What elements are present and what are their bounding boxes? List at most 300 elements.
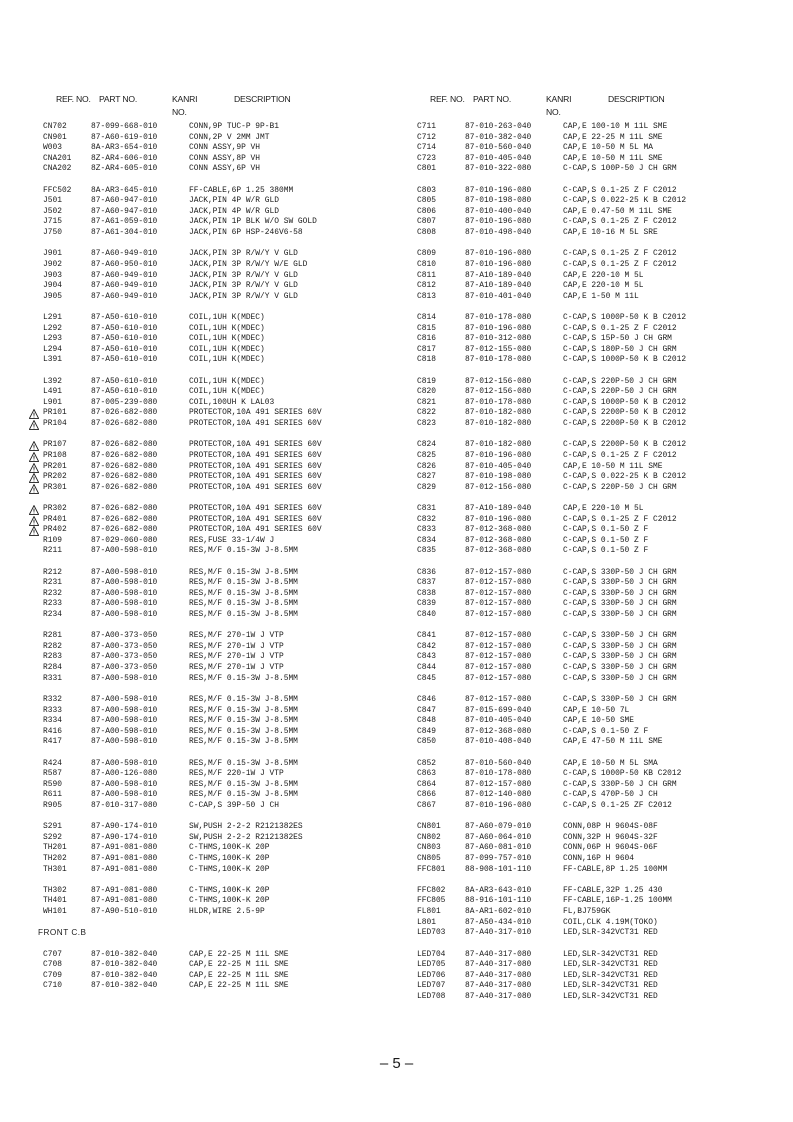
description: C-CAP,S 1000P-50 KB C2012 xyxy=(563,769,682,779)
description: RES,M/F 0.15-3W J-8.5MM xyxy=(189,588,298,598)
safety-warning-icon xyxy=(29,420,39,430)
table-row xyxy=(42,843,402,854)
ref-no: C839 xyxy=(417,599,436,609)
table-row xyxy=(42,950,402,961)
description: LED,SLR-342VCT31 RED xyxy=(563,928,658,938)
ref-no: C822 xyxy=(417,408,436,418)
table-row xyxy=(42,122,402,133)
ref-no: W003 xyxy=(43,143,62,153)
part-no: 87-A61-059-010 xyxy=(91,217,158,227)
table-row xyxy=(42,822,402,833)
part-no: 87-A60-949-010 xyxy=(91,270,158,280)
part-no: 87-012-156-080 xyxy=(465,387,532,397)
table-row xyxy=(42,695,402,706)
description: C-CAP,S 0.022-25 K B C2012 xyxy=(563,196,687,206)
ref-no: C845 xyxy=(417,673,436,683)
table-row xyxy=(42,164,402,175)
table-header xyxy=(42,94,402,120)
part-no: 87-A00-598-010 xyxy=(91,726,158,736)
description: JACK,PIN 6P HSP-246V6-58 xyxy=(189,228,303,238)
description: RES,M/F 220-1W J VTP xyxy=(189,769,284,779)
ref-no: FFC502 xyxy=(43,185,72,195)
description: C-CAP,S 1000P-50 K B C2012 xyxy=(563,355,687,365)
description: C-CAP,S 2200P-50 K B C2012 xyxy=(563,419,687,429)
table-row xyxy=(416,695,776,706)
part-no: 87-012-157-080 xyxy=(465,610,532,620)
ref-no: R212 xyxy=(43,567,62,577)
table-row xyxy=(416,536,776,547)
table-row xyxy=(416,186,776,197)
part-no: 87-A00-598-010 xyxy=(91,705,158,715)
ref-no: TH201 xyxy=(43,843,67,853)
row-spacer xyxy=(416,175,776,186)
part-no: 87-012-368-080 xyxy=(465,535,532,545)
part-no: 87-010-196-080 xyxy=(465,450,532,460)
description: C-CAP,S 330P-50 J CH GRM xyxy=(563,694,677,704)
description: SW,PUSH 2-2-2 R2121382ES xyxy=(189,832,303,842)
table-row xyxy=(42,217,402,228)
description: JACK,PIN 3P R/W/Y W/E GLD xyxy=(189,259,308,269)
ref-no: R417 xyxy=(43,737,62,747)
ref-no: C810 xyxy=(417,259,436,269)
table-row xyxy=(416,950,776,961)
ref-no: R232 xyxy=(43,588,62,598)
part-no: 87-A40-317-010 xyxy=(465,928,532,938)
safety-warning-icon xyxy=(29,526,39,536)
description: FF-CABLE,6P 1.25 380MM xyxy=(189,185,294,195)
ref-no: PR402 xyxy=(43,525,67,535)
description: C-CAP,S 2200P-50 K B C2012 xyxy=(563,408,687,418)
part-no: 87-A61-304-010 xyxy=(91,228,158,238)
table-row xyxy=(42,324,402,335)
table-row xyxy=(42,631,402,642)
part-no: 87-026-682-080 xyxy=(91,461,158,471)
description: RES,M/F 0.15-3W J-8.5MM xyxy=(189,716,298,726)
description: JACK,PIN 4P W/R GLD xyxy=(189,196,279,206)
ref-no: C816 xyxy=(417,334,436,344)
description: C-CAP,S 0.022-25 K B C2012 xyxy=(563,472,687,482)
ref-no: L293 xyxy=(43,334,62,344)
ref-no: C852 xyxy=(417,758,436,768)
header-kanri-no: NO. xyxy=(546,107,561,117)
description: CAP,E 22-25 M 11L SME xyxy=(563,132,663,142)
description: C-CAP,S 0.1-25 Z F C2012 xyxy=(563,217,677,227)
table-row xyxy=(42,154,402,165)
table-row xyxy=(42,292,402,303)
part-no: 87-A60-064-010 xyxy=(465,832,532,842)
part-no: 87-015-699-040 xyxy=(465,705,532,715)
ref-no: C808 xyxy=(417,228,436,238)
table-row xyxy=(42,207,402,218)
ref-no: C814 xyxy=(417,312,436,322)
table-row xyxy=(42,981,402,992)
description: CONN,16P H 9604 xyxy=(563,854,635,864)
part-no: 87-010-317-080 xyxy=(91,801,158,810)
part-no: 87-A00-126-080 xyxy=(91,769,158,779)
table-row xyxy=(42,483,402,494)
description: CAP,E 22-25 M 11L SME xyxy=(189,960,289,970)
table-row xyxy=(42,196,402,207)
part-no: 87-A40-317-080 xyxy=(465,981,532,991)
table-row xyxy=(42,440,402,451)
description: C-CAP,S 220P-50 J CH GRM xyxy=(563,482,677,492)
row-spacer xyxy=(42,493,402,504)
ref-no: S292 xyxy=(43,832,62,842)
part-no: 87-010-182-080 xyxy=(465,419,532,429)
table-row xyxy=(416,674,776,685)
table-row xyxy=(416,886,776,897)
ref-no: R283 xyxy=(43,652,62,662)
description: JACK,PIN 3P R/W/Y V GLD xyxy=(189,249,298,259)
table-row xyxy=(416,164,776,175)
description: PROTECTOR,10A 491 SERIES 60V xyxy=(189,503,322,513)
part-no: 87-A91-081-080 xyxy=(91,896,158,906)
header-ref-no: REF. NO. xyxy=(56,94,91,104)
table-row xyxy=(416,642,776,653)
ref-no: CN802 xyxy=(417,832,441,842)
ref-no: LED706 xyxy=(417,970,446,980)
row-spacer xyxy=(42,175,402,186)
part-no: 87-012-368-080 xyxy=(465,546,532,556)
ref-no: S291 xyxy=(43,822,62,832)
ref-no: J750 xyxy=(43,228,62,238)
description: C-CAP,S 330P-50 J CH GRM xyxy=(563,599,677,609)
ref-no: C815 xyxy=(417,323,436,333)
table-row xyxy=(42,737,402,748)
ref-no: L901 xyxy=(43,397,62,407)
table-row xyxy=(416,292,776,303)
row-spacer xyxy=(42,430,402,441)
description: C-CAP,S 330P-50 J CH GRM xyxy=(563,652,677,662)
ref-no: PR202 xyxy=(43,472,67,482)
ref-no: C841 xyxy=(417,631,436,641)
description: C-THMS,100K-K 20P xyxy=(189,896,270,906)
ref-no: C807 xyxy=(417,217,436,227)
table-row xyxy=(416,260,776,271)
description: JACK,PIN 4P W/R GLD xyxy=(189,206,279,216)
ref-no: C840 xyxy=(417,610,436,620)
part-no: 8A-AR3-654-010 xyxy=(91,143,158,153)
part-no: 87-A00-598-010 xyxy=(91,673,158,683)
table-header xyxy=(416,94,776,120)
part-no: 8Z-AR4-605-010 xyxy=(91,164,158,174)
part-no: 87-A60-947-010 xyxy=(91,196,158,206)
ref-no: L391 xyxy=(43,355,62,365)
table-row xyxy=(416,207,776,218)
description: PROTECTOR,10A 491 SERIES 60V xyxy=(189,482,322,492)
row-spacer xyxy=(416,812,776,823)
ref-no: C806 xyxy=(417,206,436,216)
table-row xyxy=(416,281,776,292)
ref-no: PR201 xyxy=(43,461,67,471)
table-row xyxy=(42,716,402,727)
part-no: 87-A50-610-010 xyxy=(91,344,158,354)
part-no: 87-026-682-080 xyxy=(91,525,158,535)
table-row xyxy=(42,398,402,409)
table-row xyxy=(416,462,776,473)
description: CAP,E 220-10 M 5L xyxy=(563,281,644,291)
part-no: 87-A90-174-010 xyxy=(91,822,158,832)
part-no: 87-A00-598-010 xyxy=(91,599,158,609)
part-no: 87-A10-189-040 xyxy=(465,281,532,291)
table-row xyxy=(416,355,776,366)
part-no: 87-012-157-080 xyxy=(465,641,532,651)
part-no: 87-010-322-080 xyxy=(465,164,532,174)
table-row xyxy=(416,228,776,239)
description: C-CAP,S 0.1-25 Z F C2012 xyxy=(563,514,677,524)
part-no: 87-A60-079-010 xyxy=(465,822,532,832)
table-row xyxy=(42,313,402,324)
description: C-CAP,S 330P-50 J CH GRM xyxy=(563,610,677,620)
ref-no: C826 xyxy=(417,461,436,471)
ref-no: CN702 xyxy=(43,122,67,131)
part-no: 87-010-382-040 xyxy=(91,970,158,980)
description: C-THMS,100K-K 20P xyxy=(189,885,270,895)
description: C-CAP,S 0.1-25 Z F C2012 xyxy=(563,185,677,195)
ref-no: R211 xyxy=(43,546,62,556)
table-row xyxy=(416,833,776,844)
description: C-CAP,S 0.1-25 Z F C2012 xyxy=(563,259,677,269)
header-ref-no: REF. NO. xyxy=(430,94,465,104)
ref-no: C831 xyxy=(417,503,436,513)
ref-no: C832 xyxy=(417,514,436,524)
table-row xyxy=(416,599,776,610)
ref-no: R109 xyxy=(43,535,62,545)
description: PROTECTOR,10A 491 SERIES 60V xyxy=(189,440,322,450)
part-no: 87-010-196-080 xyxy=(465,185,532,195)
part-no: 87-012-157-080 xyxy=(465,588,532,598)
part-no: 87-010-263-040 xyxy=(465,122,532,131)
description: CONN,32P H 9604S-32F xyxy=(563,832,658,842)
table-row xyxy=(42,971,402,982)
ref-no: WH101 xyxy=(43,907,67,917)
table-row xyxy=(416,546,776,557)
part-no: 87-A60-949-010 xyxy=(91,291,158,301)
ref-no: C864 xyxy=(417,779,436,789)
ref-no: R231 xyxy=(43,578,62,588)
description: JACK,PIN 3P R/W/Y V GLD xyxy=(189,281,298,291)
part-no: 87-012-157-080 xyxy=(465,599,532,609)
table-row xyxy=(42,281,402,292)
table-row xyxy=(416,324,776,335)
ref-no: FFC805 xyxy=(417,896,446,906)
table-row xyxy=(42,706,402,717)
table-row xyxy=(416,896,776,907)
header-kanri-no: NO. xyxy=(172,107,187,117)
description: C-CAP,S 0.1-25 Z F C2012 xyxy=(563,323,677,333)
table-row xyxy=(42,387,402,398)
part-no: 87-A50-434-010 xyxy=(465,917,532,927)
ref-no: C867 xyxy=(417,801,436,810)
table-row xyxy=(42,865,402,876)
description: CONN,2P V 2MM JMT xyxy=(189,132,270,142)
description: LED,SLR-342VCT31 RED xyxy=(563,981,658,991)
parts-list xyxy=(38,122,402,992)
table-row xyxy=(416,790,776,801)
part-no: 87-012-157-080 xyxy=(465,578,532,588)
part-no: 87-012-157-080 xyxy=(465,663,532,673)
table-row xyxy=(42,472,402,483)
table-row xyxy=(416,706,776,717)
ref-no: PR301 xyxy=(43,482,67,492)
part-no: 87-010-196-080 xyxy=(465,217,532,227)
row-spacer xyxy=(416,748,776,759)
table-row xyxy=(416,525,776,536)
ref-no: C801 xyxy=(417,164,436,174)
row-spacer xyxy=(416,239,776,250)
table-row xyxy=(42,578,402,589)
row-spacer xyxy=(42,366,402,377)
ref-no: C863 xyxy=(417,769,436,779)
table-row xyxy=(42,451,402,462)
ref-no: C846 xyxy=(417,694,436,704)
ref-no: C849 xyxy=(417,726,436,736)
ref-no: R334 xyxy=(43,716,62,726)
description: PROTECTOR,10A 491 SERIES 60V xyxy=(189,450,322,460)
part-no: 87-010-405-040 xyxy=(465,153,532,163)
table-row xyxy=(416,398,776,409)
part-no: 8A-AR3-645-010 xyxy=(91,185,158,195)
ref-no: C813 xyxy=(417,291,436,301)
part-no: 87-A00-598-010 xyxy=(91,779,158,789)
table-row xyxy=(416,217,776,228)
description: CAP,E 10-50 M 11L SME xyxy=(563,461,663,471)
description: CAP,E 1-50 M 11L xyxy=(563,291,639,301)
part-no: 87-A60-619-010 xyxy=(91,132,158,142)
table-row xyxy=(42,536,402,547)
part-no: 87-026-682-080 xyxy=(91,472,158,482)
ref-no: J904 xyxy=(43,281,62,291)
description: JACK,PIN 3P R/W/Y V GLD xyxy=(189,291,298,301)
table-row xyxy=(42,652,402,663)
part-no: 87-010-196-080 xyxy=(465,323,532,333)
ref-no: C811 xyxy=(417,270,436,280)
description: CONN,08P H 9604S-08F xyxy=(563,822,658,832)
ref-no: CN901 xyxy=(43,132,67,142)
ref-no: C714 xyxy=(417,143,436,153)
table-row xyxy=(42,674,402,685)
part-no: 87-012-157-080 xyxy=(465,631,532,641)
part-no: 87-010-405-040 xyxy=(465,461,532,471)
description: CAP,E 220-10 M 5L xyxy=(563,503,644,513)
ref-no: R590 xyxy=(43,779,62,789)
table-row xyxy=(42,345,402,356)
table-row xyxy=(42,462,402,473)
description: RES,M/F 270-1W J VTP xyxy=(189,631,284,641)
description: COIL,1UH K(MDEC) xyxy=(189,344,265,354)
table-row xyxy=(416,652,776,663)
ref-no: R424 xyxy=(43,758,62,768)
description: CAP,E 47-50 M 11L SME xyxy=(563,737,663,747)
part-no: 87-A00-598-010 xyxy=(91,546,158,556)
ref-no: FL801 xyxy=(417,907,441,917)
part-no: 87-A40-317-080 xyxy=(465,960,532,970)
table-row xyxy=(42,663,402,674)
part-no: 87-010-560-040 xyxy=(465,758,532,768)
part-no: 87-012-368-080 xyxy=(465,525,532,535)
table-row xyxy=(416,971,776,982)
part-no: 87-010-182-080 xyxy=(465,440,532,450)
ref-no: TH301 xyxy=(43,864,67,874)
description: C-CAP,S 0.1-50 Z F xyxy=(563,726,649,736)
table-row xyxy=(416,271,776,282)
description: RES,M/F 270-1W J VTP xyxy=(189,641,284,651)
ref-no: CNA202 xyxy=(43,164,72,174)
part-no: 87-010-382-040 xyxy=(91,981,158,991)
part-no: 87-A60-081-010 xyxy=(465,843,532,853)
table-row xyxy=(416,981,776,992)
part-no: 87-A40-317-080 xyxy=(465,970,532,980)
row-spacer xyxy=(42,684,402,695)
description: LED,SLR-342VCT31 RED xyxy=(563,991,658,1001)
part-no: 87-099-757-010 xyxy=(465,854,532,864)
table-row xyxy=(42,377,402,388)
ref-no: PR108 xyxy=(43,450,67,460)
table-row xyxy=(416,992,776,1003)
table-row xyxy=(416,610,776,621)
description: C-CAP,S 330P-50 J CH GRM xyxy=(563,578,677,588)
description: SW,PUSH 2-2-2 R2121382ES xyxy=(189,822,303,832)
table-row xyxy=(42,334,402,345)
ref-no: TH401 xyxy=(43,896,67,906)
part-no: 87-A90-510-010 xyxy=(91,907,158,917)
description: RES,M/F 0.15-3W J-8.5MM xyxy=(189,790,298,800)
header-part-no: PART NO. xyxy=(99,94,138,104)
part-no: 87-A00-373-050 xyxy=(91,631,158,641)
table-row xyxy=(416,631,776,642)
table-row xyxy=(42,759,402,770)
ref-no: C825 xyxy=(417,450,436,460)
ref-no: C803 xyxy=(417,185,436,195)
table-row xyxy=(42,599,402,610)
ref-no: TH202 xyxy=(43,854,67,864)
description: CONN ASSY,8P VH xyxy=(189,153,261,163)
description: C-THMS,100K-K 20P xyxy=(189,843,270,853)
table-row xyxy=(42,260,402,271)
description: JACK,PIN 1P BLK W/O SW GOLD xyxy=(189,217,317,227)
table-row xyxy=(42,833,402,844)
ref-no: C829 xyxy=(417,482,436,492)
ref-no: C844 xyxy=(417,663,436,673)
part-no: 87-010-405-040 xyxy=(465,716,532,726)
table-row xyxy=(42,589,402,600)
description: FL,BJ759GK xyxy=(563,907,611,917)
part-no: 87-A50-610-010 xyxy=(91,355,158,365)
table-row xyxy=(416,408,776,419)
description: RES,M/F 0.15-3W J-8.5MM xyxy=(189,546,298,556)
table-row xyxy=(416,918,776,929)
ref-no: C708 xyxy=(43,960,62,970)
ref-no: C848 xyxy=(417,716,436,726)
description: CAP,E 10-16 M 5L SRE xyxy=(563,228,658,238)
table-row xyxy=(416,907,776,918)
ref-no: R332 xyxy=(43,694,62,704)
table-row xyxy=(416,196,776,207)
section-label: FRONT C.B xyxy=(38,928,87,938)
ref-no: J501 xyxy=(43,196,62,206)
description: CONN,06P H 9604S-06F xyxy=(563,843,658,853)
ref-no: C843 xyxy=(417,652,436,662)
description: PROTECTOR,10A 491 SERIES 60V xyxy=(189,408,322,418)
ref-no: LED707 xyxy=(417,981,446,991)
table-row xyxy=(42,960,402,971)
table-row xyxy=(42,186,402,197)
description: CAP,E 220-10 M 5L xyxy=(563,270,644,280)
part-no: 87-010-408-040 xyxy=(465,737,532,747)
row-spacer xyxy=(416,430,776,441)
description: C-CAP,S 330P-50 J CH GRM xyxy=(563,567,677,577)
description: C-CAP,S 330P-50 J CH GRM xyxy=(563,631,677,641)
